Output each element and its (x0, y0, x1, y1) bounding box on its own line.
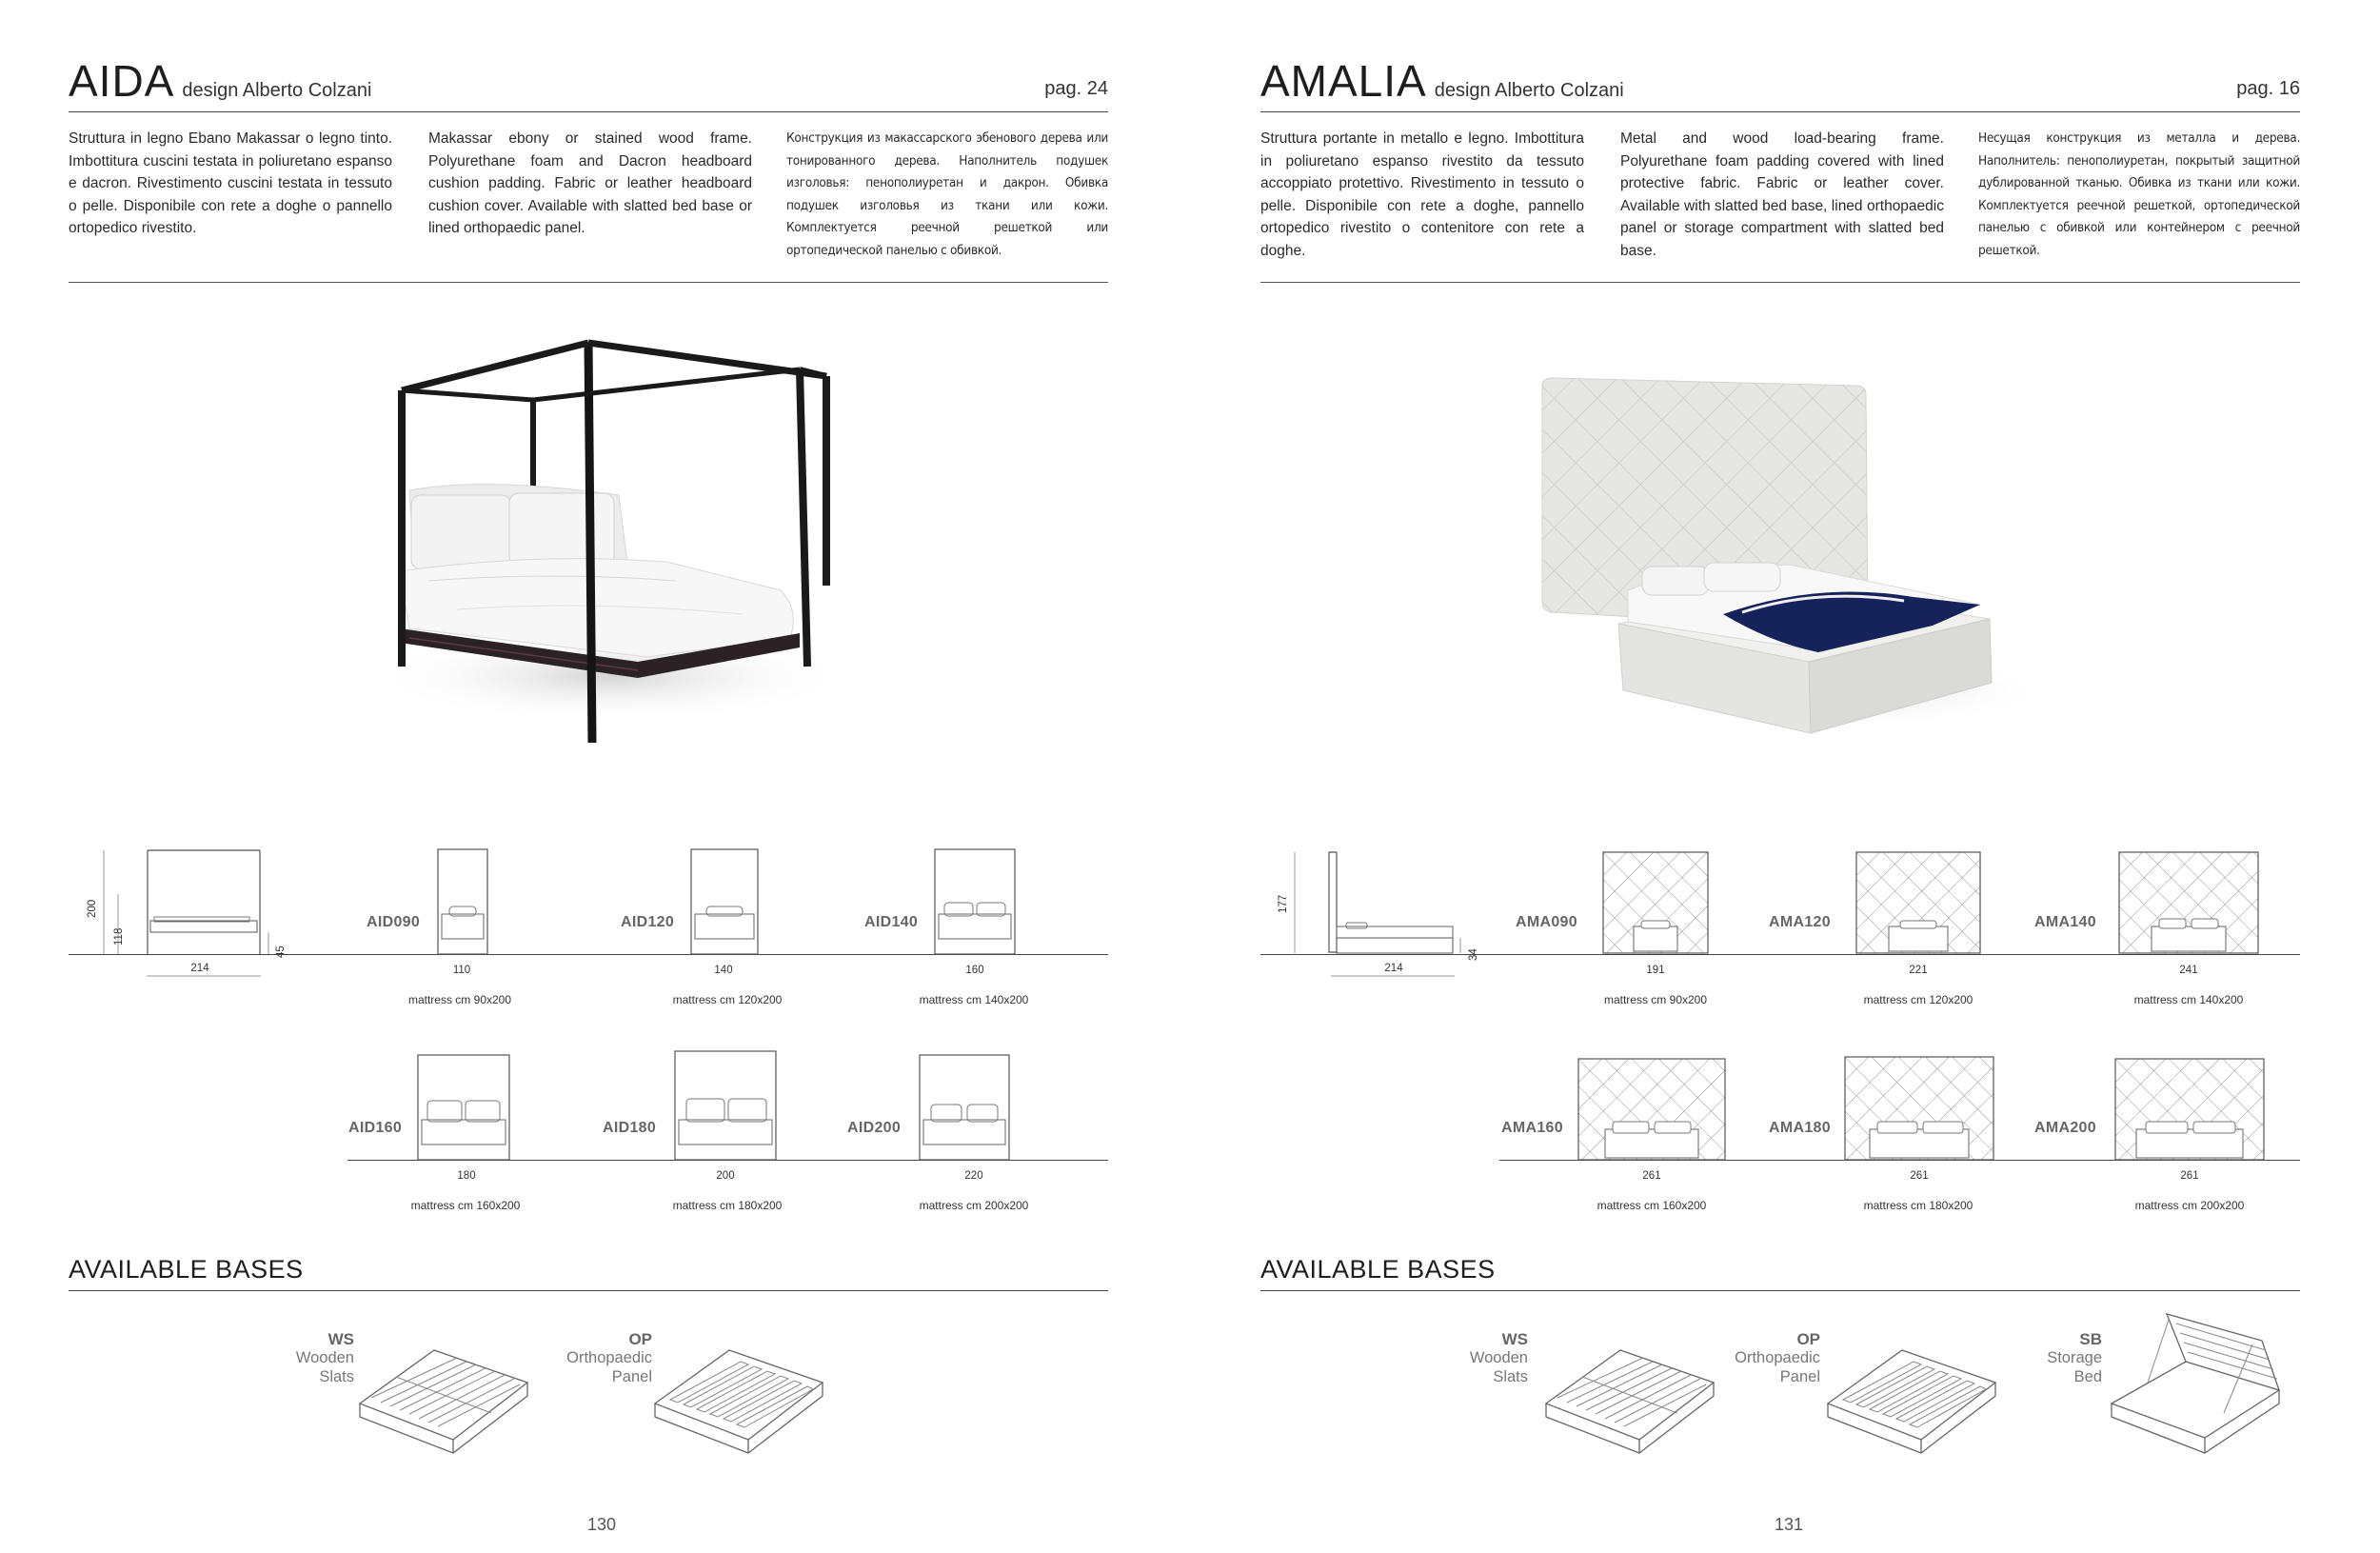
base-name-op-line2: Panel (1779, 1368, 1820, 1385)
amalia-designer: design Alberto Colzani (1434, 80, 1624, 101)
aid140-front-drawing (933, 847, 1019, 954)
aid090-mattress: mattress cm 90x200 (407, 993, 512, 1006)
ama120-mattress: mattress cm 120x200 (1863, 993, 1973, 1006)
base-code-ws: WS (1501, 1330, 1528, 1348)
side-base-dimension: 45 (275, 946, 287, 958)
aid200-width: 220 (964, 1170, 983, 1182)
amalia-page-ref: pag. 16 (2236, 78, 2300, 99)
aida-title-text: AIDA (69, 56, 175, 106)
right-page-amalia (1190, 0, 2380, 1553)
amalia-side-length-dimension: 214 (1384, 963, 1403, 974)
model-code-aid120: AID120 (621, 914, 675, 930)
aida-header (69, 55, 1108, 112)
aida-designer: design Alberto Colzani (182, 80, 372, 101)
ama200-front-drawing (2113, 1057, 2266, 1162)
aid090-front-drawing (436, 847, 493, 954)
amalia-side-height-dimension: 177 (1278, 894, 1289, 913)
model-code-aid200: AID200 (847, 1120, 902, 1136)
base-code-op: OP (628, 1330, 652, 1348)
amalia-description-english: Metal and wood load-bearing frame. Polyurethane foam padding covered with lined protective fabric. Fabric or leather cover. Available with slatted bed base, lined orthopaedic panel or storage compartment with slatted bed base. (1620, 130, 1944, 259)
orthopaedic-panel-base-icon (653, 1344, 824, 1455)
base-code-ws: WS (327, 1330, 354, 1348)
model-code-aid180: AID180 (603, 1120, 657, 1136)
model-code-aid140: AID140 (864, 914, 919, 930)
available-bases-heading: AVAILABLE BASES (69, 1255, 304, 1284)
ama140-mattress: mattress cm 140x200 (2133, 993, 2244, 1006)
base-name-ws-line2: Slats (1493, 1368, 1528, 1385)
aid200-mattress: mattress cm 200x200 (919, 1199, 1029, 1212)
ama120-width: 221 (1909, 965, 1928, 976)
amalia-title-text: AMALIA (1260, 56, 1427, 106)
page-number-left: 130 (587, 1515, 617, 1534)
wooden-slats-base-icon (358, 1344, 529, 1455)
ama090-mattress: mattress cm 90x200 (1603, 993, 1708, 1006)
page-number-right: 131 (1775, 1515, 1804, 1534)
aid140-mattress: mattress cm 140x200 (919, 993, 1029, 1006)
divider (1260, 282, 2300, 283)
aida-title (69, 55, 371, 116)
aid160-mattress: mattress cm 160x200 (410, 1199, 521, 1212)
ama160-width: 261 (1642, 1170, 1661, 1182)
base-name-ws-line1: Wooden (295, 1349, 354, 1366)
model-code-ama140: AMA140 (2034, 914, 2096, 930)
aid090-width: 110 (452, 965, 471, 976)
aida-description-english: Makassar ebony or stained wood frame. Polyurethane foam and Dacron headboard cushion padding. Fabric or leather headboard cushion cover. Available with slatted bed base or lined orthopaedic panel. (428, 130, 752, 236)
ama090-front-drawing (1601, 850, 1710, 955)
amalia-side-base-dimension: 34 (1468, 948, 1479, 961)
base-name-op-line1: Orthopaedic (566, 1349, 652, 1366)
ama120-front-drawing (1854, 850, 1982, 955)
aid180-mattress: mattress cm 180x200 (672, 1199, 783, 1212)
model-code-aid090: AID090 (367, 914, 421, 930)
model-code-ama180: AMA180 (1769, 1120, 1831, 1136)
divider (69, 1290, 1108, 1291)
divider (69, 282, 1108, 283)
model-code-aid160: AID160 (348, 1120, 403, 1136)
model-code-ama160: AMA160 (1501, 1120, 1563, 1136)
side-inner-dimension: 118 (113, 927, 125, 946)
amalia-description-italian: Struttura portante in metallo e legno. Imbottitura in poliuretano espanso rivestito da tessuto accoppiato protettivo. Rivestimento in tessuto o pelle. Disponibile con rete a doghe, pannello ortopedico rivestito o contenitore con rete a doghe. (1260, 130, 1584, 259)
side-height-dimension: 200 (87, 899, 98, 918)
aid180-front-drawing (673, 1049, 780, 1160)
amalia-title (1260, 55, 1624, 116)
base-name-ws-line2: Slats (319, 1368, 354, 1385)
ama200-width: 261 (2180, 1170, 2199, 1182)
aida-description-italian: Struttura in legno Ebano Makassar o legno tinto. Imbottitura cuscini testata in poliuretano espanso e dacron. Rivestimento cuscini testata in tessuto o pelle. Disponibile con rete a doghe o pannello ortopedico rivestito. (69, 130, 392, 236)
aid120-front-drawing (689, 847, 762, 954)
model-code-ama200: AMA200 (2034, 1120, 2096, 1136)
base-name-sb-line1: Storage (2047, 1349, 2102, 1366)
base-code-sb: SB (2079, 1330, 2102, 1348)
ama180-width: 261 (1910, 1170, 1929, 1182)
aida-page-ref: pag. 24 (1044, 78, 1108, 99)
base-code-op: OP (1796, 1330, 1820, 1348)
ama140-width: 241 (2179, 965, 2198, 976)
ama160-mattress: mattress cm 160x200 (1597, 1199, 1707, 1212)
amalia-header (1260, 55, 2300, 112)
side-length-dimension: 214 (190, 963, 209, 974)
aid200-front-drawing (918, 1053, 1013, 1160)
ama180-front-drawing (1843, 1055, 1995, 1162)
amalia-tufted-bed-image (1533, 376, 2047, 747)
base-name-sb-line2: Bed (2073, 1368, 2102, 1385)
divider (1260, 1290, 2300, 1291)
divider (1260, 111, 2300, 112)
aid160-width: 180 (457, 1170, 476, 1182)
model-code-ama120: AMA120 (1769, 914, 1831, 930)
ama140-front-drawing (2117, 850, 2260, 955)
aida-canopy-bed-image (343, 324, 876, 762)
ama180-mattress: mattress cm 180x200 (1863, 1199, 1973, 1212)
base-name-op-line1: Orthopaedic (1735, 1349, 1820, 1366)
base-name-ws-line1: Wooden (1469, 1349, 1528, 1366)
ama090-width: 191 (1646, 965, 1665, 976)
aid120-width: 140 (714, 965, 733, 976)
base-name-op-line2: Panel (611, 1368, 652, 1385)
ama200-mattress: mattress cm 200x200 (2134, 1199, 2245, 1212)
aid140-width: 160 (965, 965, 984, 976)
amalia-description-russian: Несущая конструкция из металла и дерева. Наполнитель: пенополиуретан, покрытый защитной дублированной тканью. Обивка из ткани или кожи. Комплектуется реечной решеткой, ортопедической панелью с обивкой или контейнером с реечной решеткой. (1978, 130, 2300, 258)
aid180-width: 200 (716, 1170, 735, 1182)
model-code-ama090: AMA090 (1516, 914, 1577, 930)
aid160-front-drawing (416, 1053, 513, 1160)
ama160-front-drawing (1577, 1057, 1727, 1162)
aida-description-russian: Конструкция из макассарского эбенового дерева или тонированного дерева. Наполнитель подушек изголовья: пенополиуретан и дакрон. Обивка подушек изголовья из ткани или кожи. Комплектуется реечной решеткой или ортопедической панелью с обивкой. (786, 130, 1108, 258)
available-bases-heading: AVAILABLE BASES (1260, 1255, 1496, 1284)
divider (69, 111, 1108, 112)
aid120-mattress: mattress cm 120x200 (672, 993, 783, 1006)
storage-bed-base-icon (2110, 1312, 2291, 1455)
